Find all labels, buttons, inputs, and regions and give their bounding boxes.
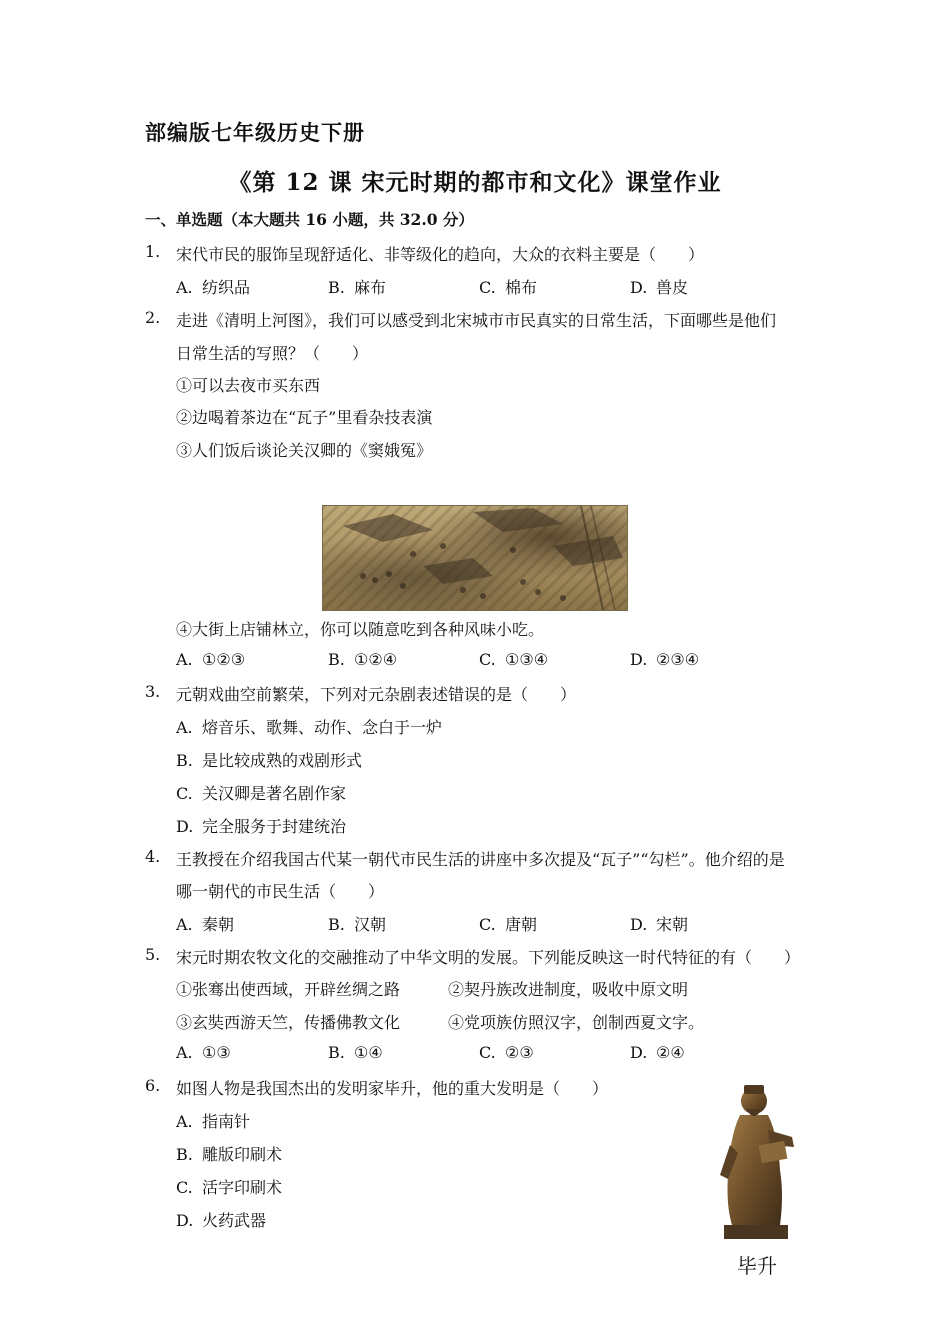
bi-sheng-statue-image: [710, 1075, 800, 1240]
question-stem: 宋元时期农牧文化的交融推动了中华文明的发展。下列能反映这一时代特征的有（ ）: [176, 948, 801, 967]
statement: ③人们饭后谈论关汉卿的《窦娥冤》: [176, 441, 433, 460]
section-heading: 一、单选题（本大题共 16 小题，共 32.0 分）: [145, 210, 474, 229]
option-d[interactable]: [630, 650, 699, 669]
option-b[interactable]: [328, 912, 386, 935]
option-b[interactable]: [328, 275, 386, 298]
question-number: 4.: [145, 847, 161, 866]
option-text: ②④: [656, 1043, 685, 1062]
option-d[interactable]: [630, 1043, 685, 1062]
option-text: ①④: [354, 1043, 383, 1062]
option-b[interactable]: [328, 650, 397, 669]
question-stem: 走进《清明上河图》，我们可以感受到北宋城市市民真实的日常生活，下面哪些是他们: [176, 311, 777, 330]
option-d[interactable]: [176, 814, 346, 837]
option-text: 熔音乐、歌舞、动作、念白于一炉: [202, 718, 443, 737]
option-text: ②③④: [656, 650, 700, 669]
option-text: 关汉卿是著名剧作家: [202, 784, 347, 803]
option-text: 麻布: [354, 278, 387, 297]
option-text: ①②③: [202, 650, 246, 669]
option-a[interactable]: [176, 650, 245, 669]
option-text: 棉布: [505, 278, 538, 297]
option-b[interactable]: [176, 748, 362, 771]
option-letter: A.: [176, 1043, 193, 1062]
option-letter: D.: [176, 817, 194, 836]
option-letter: B.: [176, 1145, 193, 1164]
option-letter: D.: [176, 1211, 194, 1230]
option-d[interactable]: [176, 1208, 266, 1231]
option-letter: C.: [176, 1178, 193, 1197]
option-a[interactable]: [176, 1109, 250, 1132]
option-letter: C.: [176, 784, 193, 803]
option-letter: D.: [630, 1043, 648, 1062]
option-letter: B.: [328, 915, 345, 934]
question-number: 5.: [145, 945, 161, 964]
document-subtitle: 《第 12 课 宋元时期的都市和文化》课堂作业: [228, 169, 722, 196]
option-letter: A.: [176, 278, 193, 297]
option-text: ①②④: [354, 650, 398, 669]
statement: ③玄奘西游天竺，传播佛教文化: [176, 1013, 401, 1032]
question-stem: 王教授在介绍我国古代某一朝代市民生活的讲座中多次提及“瓦子”“勾栏”。他介绍的是: [176, 850, 785, 869]
option-letter: A.: [176, 718, 193, 737]
option-letter: A.: [176, 650, 193, 669]
option-c[interactable]: [479, 1043, 534, 1062]
option-c[interactable]: [479, 912, 537, 935]
option-d[interactable]: [630, 275, 688, 298]
option-letter: C.: [479, 1043, 496, 1062]
option-text: 宋朝: [656, 915, 689, 934]
question-stem: 如图人物是我国杰出的发明家毕升，他的重大发明是（ ）: [176, 1079, 609, 1098]
question-stem: 哪一朝代的市民生活（ ）: [176, 882, 385, 901]
option-a[interactable]: [176, 912, 234, 935]
option-letter: B.: [328, 1043, 345, 1062]
option-text: 兽皮: [656, 278, 689, 297]
statement: ②边喝着茶边在“瓦子”里看杂技表演: [176, 408, 433, 427]
option-letter: C.: [479, 650, 496, 669]
option-a[interactable]: [176, 275, 250, 298]
question-stem: 元朝戏曲空前繁荣，下列对元杂剧表述错误的是（ ）: [176, 685, 577, 704]
option-letter: D.: [630, 915, 648, 934]
option-letter: A.: [176, 1112, 193, 1131]
option-text: 指南针: [202, 1112, 251, 1131]
option-c[interactable]: [176, 781, 346, 804]
option-letter: C.: [479, 915, 496, 934]
option-text: 活字印刷术: [202, 1178, 283, 1197]
option-text: ①③④: [505, 650, 549, 669]
question-stem: 宋代市民的服饰呈现舒适化、非等级化的趋向，大众的衣料主要是（ ）: [176, 245, 705, 264]
option-text: 汉朝: [354, 915, 387, 934]
option-c[interactable]: [176, 1175, 282, 1198]
qingming-painting-image: [322, 505, 628, 611]
option-text: 是比较成熟的戏剧形式: [202, 751, 363, 770]
option-letter: D.: [630, 650, 648, 669]
statement: ②契丹族改进制度，吸收中原文明: [448, 980, 689, 999]
statement: ④党项族仿照汉字，创制西夏文字。: [448, 1013, 705, 1032]
option-letter: D.: [630, 278, 648, 297]
option-a[interactable]: [176, 715, 442, 738]
document-title: 部编版七年级历史下册: [145, 120, 365, 145]
statement: ①张骞出使西域，开辟丝绸之路: [176, 980, 401, 999]
option-text: 纺织品: [202, 278, 251, 297]
question-number: 6.: [145, 1076, 161, 1095]
question-stem: 日常生活的写照？（ ）: [176, 344, 369, 363]
option-text: ②③: [505, 1043, 534, 1062]
question-number: 3.: [145, 682, 161, 701]
option-text: 唐朝: [505, 915, 538, 934]
option-text: 秦朝: [202, 915, 235, 934]
option-text: 火药武器: [202, 1211, 267, 1230]
option-b[interactable]: [328, 1043, 383, 1062]
option-letter: B.: [328, 278, 345, 297]
option-text: ①③: [202, 1043, 231, 1062]
option-letter: B.: [328, 650, 345, 669]
option-letter: B.: [176, 751, 193, 770]
option-c[interactable]: [479, 650, 548, 669]
statement: ④大街上店铺林立，你可以随意吃到各种风味小吃。: [176, 620, 545, 639]
option-b[interactable]: [176, 1142, 282, 1165]
option-text: 完全服务于封建统治: [202, 817, 347, 836]
option-letter: C.: [479, 278, 496, 297]
statue-caption: 毕升: [737, 1254, 777, 1278]
option-letter: A.: [176, 915, 193, 934]
option-text: 雕版印刷术: [202, 1145, 283, 1164]
option-c[interactable]: [479, 275, 537, 298]
statement: ①可以去夜市买东西: [176, 376, 321, 395]
question-number: 2.: [145, 308, 161, 327]
option-a[interactable]: [176, 1043, 231, 1062]
question-number: 1.: [145, 242, 161, 261]
option-d[interactable]: [630, 912, 688, 935]
